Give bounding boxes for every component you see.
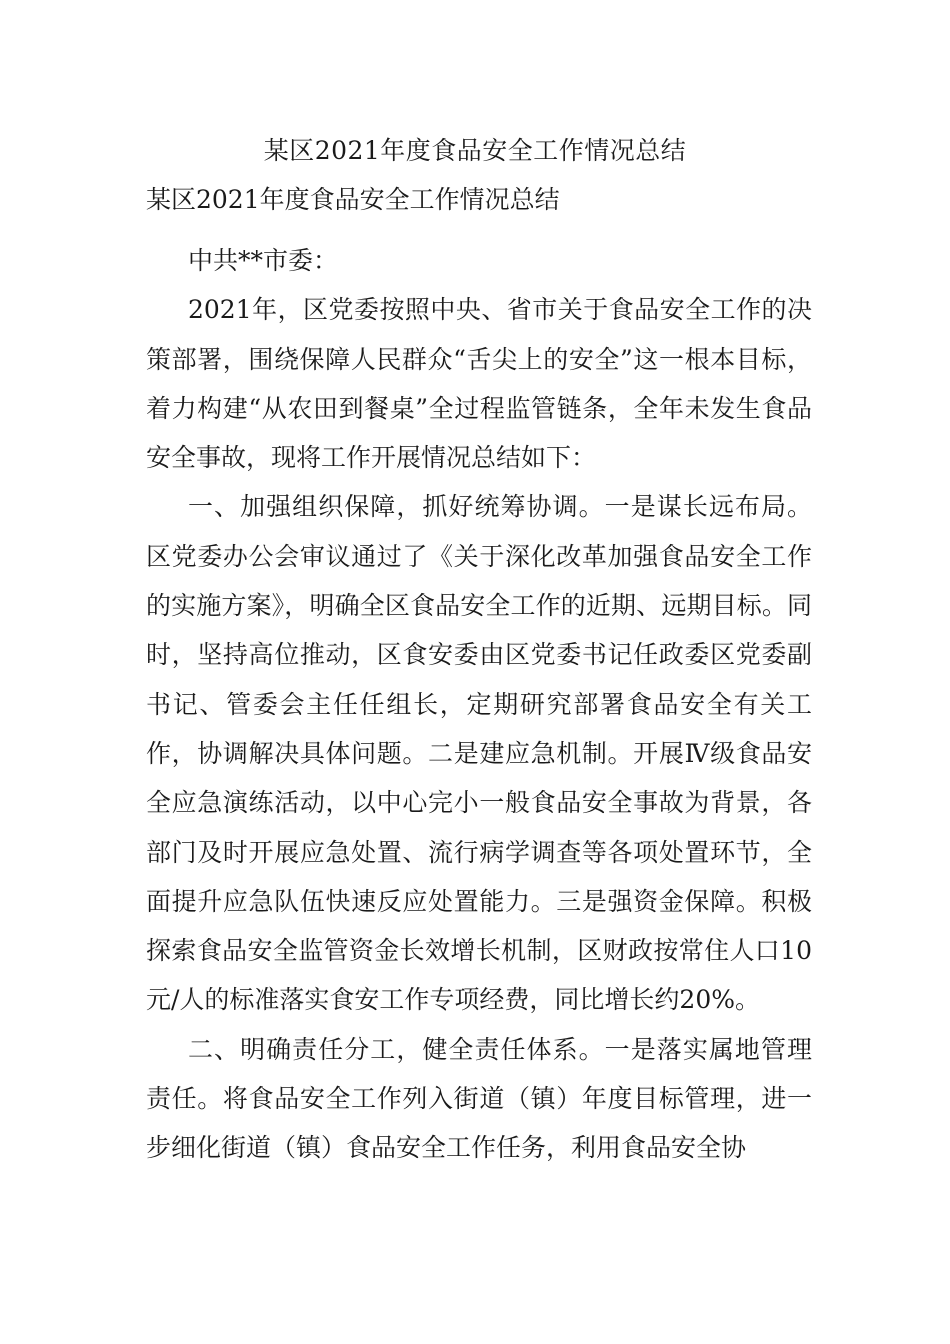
document-title: 某区2021年度食品安全工作情况总结 [263,136,687,165]
document-subtitle: 某区2021年度食品安全工作情况总结 [146,185,560,214]
paragraph-intro: 2021年，区党委按照中央、省市关于食品安全工作的决策部署，围绕保障人民群众“舌尖上的安全”这一根本目标，着力构建“从农田到餐桌”全过程监管链条，全年未发生食品安全事故，现将工作开展情况总结如下： [146,295,812,473]
greeting-line: 中共**市委： [188,246,339,275]
paragraph-section-1: 一、加强组织保障，抓好统筹协调。一是谋长远布局。区党委办公会审议通过了《关于深化改革加强食品安全工作的实施方案》，明确全区食品安全工作的近期、远期目标。同时，坚持高位推动，区食安委由区党委书记任政委区党委副书记、管委会主任任组长，定期研究部署食品安全有关工作，协调解决具体问题。二是建应急机制。开展Ⅳ级食品安全应急演练活动，以中心完小一般食品安全事故为背景，各部门及时开展应急处置、流行病学调查等各项处置环节，全面提升应急队伍快速反应处置能力。三是强资金保障。积极探索食品安全监管资金长效增长机制，区财政按常住人口10元/人的标准落实食安工作专项经费，同比增长约20%。 [146,492,812,1015]
document-body [146,236,812,1173]
paragraph-section-2: 二、明确责任分工，健全责任体系。一是落实属地管理责任。将食品安全工作列入街道（镇）年度目标管理，进一步细化街道（镇）食品安全工作任务，利用食品安全协 [146,1034,812,1163]
